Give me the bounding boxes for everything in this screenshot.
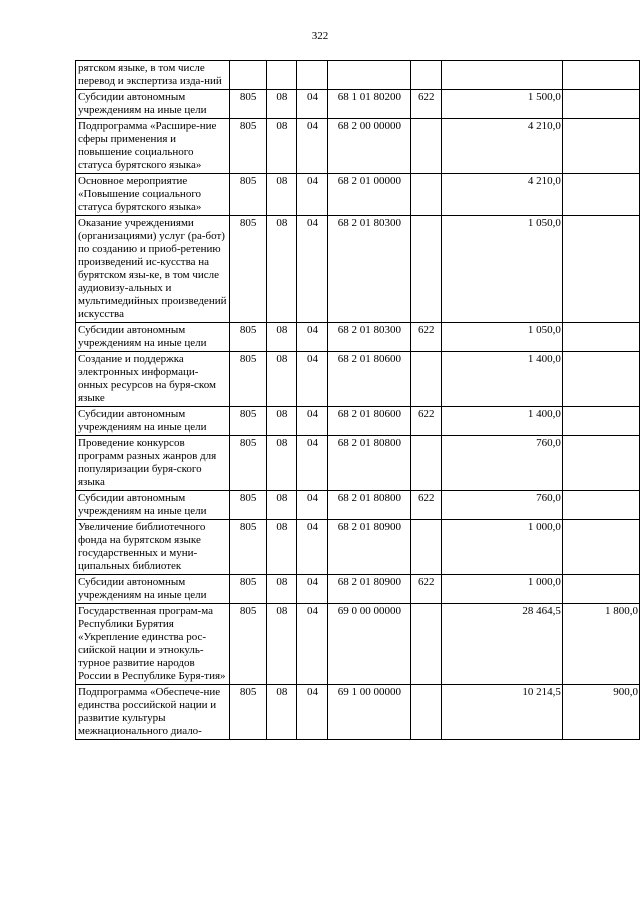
table-row: [76, 90, 640, 119]
cell-amount: 1 400,0: [441, 352, 562, 407]
cell-subsection: 04: [297, 604, 328, 685]
cell-target-article: 68 2 01 80600: [327, 352, 410, 407]
cell-amount: 1 500,0: [441, 90, 562, 119]
cell-name: Подпрограмма «Обеспече-ние единства российской нации и развитие культуры межнационального диало-: [76, 685, 230, 740]
cell-section: 08: [266, 119, 297, 174]
cell-name: Государственная програм-ма Республики Бурятия «Укрепление единства рос-сийской нации и этнокуль-турное развитие народов России в Республике Буря-тия»: [76, 604, 230, 685]
cell-amount: 10 214,5: [441, 685, 562, 740]
cell-subsection: 04: [297, 407, 328, 436]
cell-expense-type: [410, 436, 441, 491]
cell-target-article: 68 2 01 80900: [327, 575, 410, 604]
cell-target-article: 69 1 00 00000: [327, 685, 410, 740]
cell-name: Создание и поддержка электронных информаци-онных ресурсов на буря-ском языке: [76, 352, 230, 407]
table-row: [76, 491, 640, 520]
cell-ved: 805: [229, 90, 266, 119]
cell-name: Субсидии автономным учреждениям на иные цели: [76, 491, 230, 520]
cell-target-article: 69 0 00 00000: [327, 604, 410, 685]
table-row: [76, 520, 640, 575]
cell-ved: 805: [229, 436, 266, 491]
cell-expense-type: [410, 174, 441, 216]
cell-target-article: 68 2 01 80900: [327, 520, 410, 575]
cell-name: Проведение конкурсов программ разных жанров для популяризации буря-ского языка: [76, 436, 230, 491]
cell-subsection: 04: [297, 323, 328, 352]
budget-table-body: [76, 61, 640, 740]
cell-amount-federal: [562, 436, 639, 491]
cell-amount: 1 050,0: [441, 216, 562, 323]
cell-target-article: 68 2 01 80800: [327, 491, 410, 520]
cell-subsection: [297, 61, 328, 90]
cell-amount: 1 000,0: [441, 520, 562, 575]
cell-section: 08: [266, 407, 297, 436]
cell-name: Субсидии автономным учреждениям на иные цели: [76, 407, 230, 436]
cell-expense-type: [410, 119, 441, 174]
cell-amount-federal: [562, 352, 639, 407]
cell-amount-federal: [562, 174, 639, 216]
cell-amount-federal: [562, 119, 639, 174]
cell-ved: 805: [229, 575, 266, 604]
table-row: [76, 604, 640, 685]
cell-ved: 805: [229, 323, 266, 352]
table-row: [76, 174, 640, 216]
table-row: [76, 61, 640, 90]
cell-expense-type: 622: [410, 407, 441, 436]
cell-target-article: 68 1 01 80200: [327, 90, 410, 119]
cell-name: Основное мероприятие «Повышение социального статуса бурятского языка»: [76, 174, 230, 216]
cell-amount-federal: [562, 520, 639, 575]
cell-ved: 805: [229, 407, 266, 436]
table-row: [76, 352, 640, 407]
cell-section: 08: [266, 323, 297, 352]
cell-name: Субсидии автономным учреждениям на иные цели: [76, 323, 230, 352]
table-row: [76, 323, 640, 352]
cell-amount-federal: [562, 90, 639, 119]
cell-amount-federal: [562, 61, 639, 90]
cell-amount: 1 000,0: [441, 575, 562, 604]
table-row: [76, 436, 640, 491]
cell-name: рятском языке, в том числе перевод и экспертиза изда-ний: [76, 61, 230, 90]
table-row: [76, 685, 640, 740]
cell-section: 08: [266, 520, 297, 575]
cell-amount-federal: [562, 216, 639, 323]
cell-expense-type: 622: [410, 491, 441, 520]
cell-section: 08: [266, 685, 297, 740]
cell-expense-type: [410, 685, 441, 740]
cell-amount-federal: 900,0: [562, 685, 639, 740]
table-row: [76, 575, 640, 604]
cell-amount: 760,0: [441, 491, 562, 520]
cell-section: [266, 61, 297, 90]
cell-amount: 4 210,0: [441, 174, 562, 216]
cell-amount: 1 400,0: [441, 407, 562, 436]
cell-expense-type: [410, 604, 441, 685]
cell-ved: 805: [229, 352, 266, 407]
cell-expense-type: [410, 520, 441, 575]
cell-subsection: 04: [297, 119, 328, 174]
cell-amount: 28 464,5: [441, 604, 562, 685]
cell-subsection: 04: [297, 575, 328, 604]
cell-amount: [441, 61, 562, 90]
cell-expense-type: [410, 216, 441, 323]
cell-amount: 1 050,0: [441, 323, 562, 352]
cell-section: 08: [266, 352, 297, 407]
cell-amount: 4 210,0: [441, 119, 562, 174]
cell-amount: 760,0: [441, 436, 562, 491]
cell-ved: [229, 61, 266, 90]
cell-section: 08: [266, 174, 297, 216]
cell-expense-type: 622: [410, 575, 441, 604]
table-row: [76, 119, 640, 174]
cell-target-article: 68 2 01 80300: [327, 323, 410, 352]
cell-expense-type: [410, 61, 441, 90]
cell-subsection: 04: [297, 520, 328, 575]
cell-expense-type: 622: [410, 90, 441, 119]
cell-ved: 805: [229, 491, 266, 520]
cell-amount-federal: 1 800,0: [562, 604, 639, 685]
cell-subsection: 04: [297, 90, 328, 119]
cell-section: 08: [266, 575, 297, 604]
cell-expense-type: [410, 352, 441, 407]
cell-subsection: 04: [297, 436, 328, 491]
table-row: [76, 216, 640, 323]
cell-section: 08: [266, 216, 297, 323]
cell-ved: 805: [229, 174, 266, 216]
cell-amount-federal: [562, 407, 639, 436]
cell-subsection: 04: [297, 491, 328, 520]
budget-table: [75, 60, 640, 740]
cell-name: Субсидии автономным учреждениям на иные цели: [76, 90, 230, 119]
cell-ved: 805: [229, 119, 266, 174]
cell-amount-federal: [562, 575, 639, 604]
cell-amount-federal: [562, 491, 639, 520]
cell-section: 08: [266, 491, 297, 520]
cell-section: 08: [266, 90, 297, 119]
cell-target-article: 68 2 01 80300: [327, 216, 410, 323]
cell-target-article: 68 2 01 00000: [327, 174, 410, 216]
cell-target-article: [327, 61, 410, 90]
cell-ved: 805: [229, 685, 266, 740]
table-row: [76, 407, 640, 436]
cell-section: 08: [266, 604, 297, 685]
cell-subsection: 04: [297, 174, 328, 216]
cell-name: Субсидии автономным учреждениям на иные цели: [76, 575, 230, 604]
cell-ved: 805: [229, 520, 266, 575]
cell-amount-federal: [562, 323, 639, 352]
cell-subsection: 04: [297, 685, 328, 740]
cell-name: Увеличение библиотечного фонда на бурятском языке государственных и муни-ципальных библиотек: [76, 520, 230, 575]
cell-expense-type: 622: [410, 323, 441, 352]
cell-name: Подпрограмма «Расшире-ние сферы применения и повышение социального статуса бурятского языка»: [76, 119, 230, 174]
page-number: 322: [311, 30, 329, 42]
cell-target-article: 68 2 01 80600: [327, 407, 410, 436]
cell-ved: 805: [229, 216, 266, 323]
cell-subsection: 04: [297, 352, 328, 407]
cell-subsection: 04: [297, 216, 328, 323]
cell-ved: 805: [229, 604, 266, 685]
cell-target-article: 68 2 01 80800: [327, 436, 410, 491]
cell-name: Оказание учреждениями (организациями) услуг (ра-бот) по созданию и приоб-ретению произведений ис-кусства на бурятском язы-ке, в том числе аудиовизу-альных и мультимедийных произведений искусства: [76, 216, 230, 323]
cell-section: 08: [266, 436, 297, 491]
cell-target-article: 68 2 00 00000: [327, 119, 410, 174]
